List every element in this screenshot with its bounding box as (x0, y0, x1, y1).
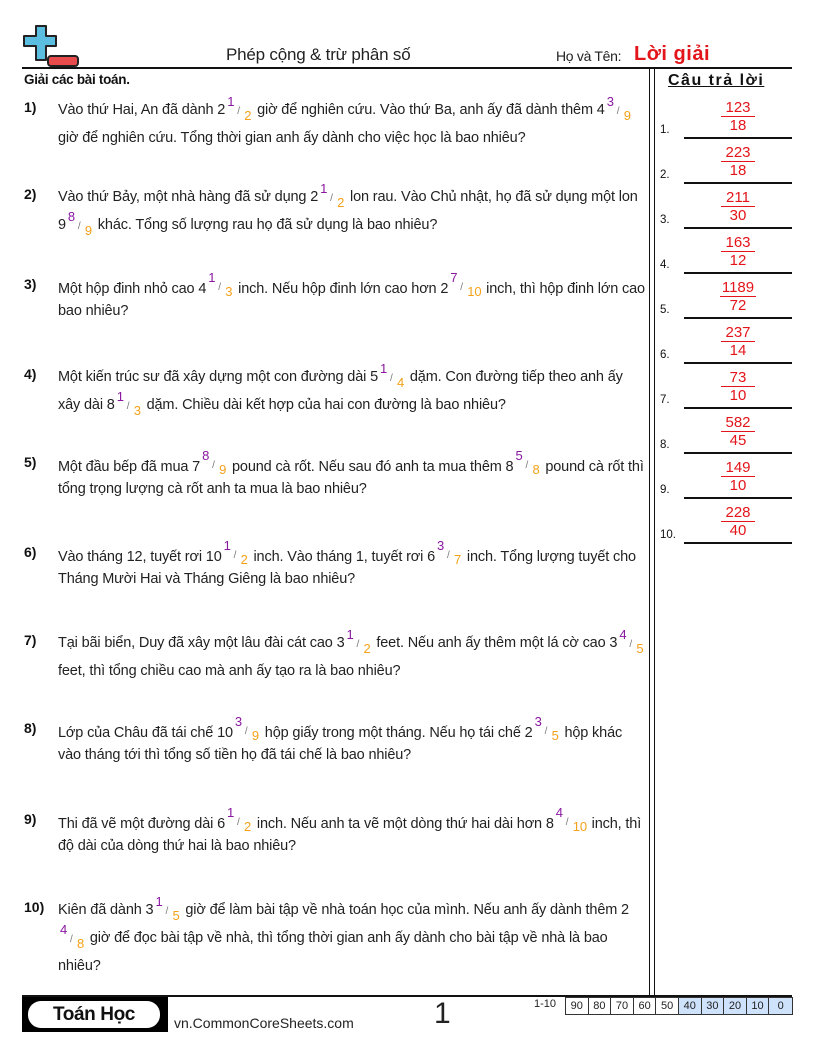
answer-8 (660, 414, 792, 459)
answer-denominator: 10 (729, 477, 747, 494)
fraction-slash: / (212, 460, 215, 471)
fraction (227, 805, 253, 834)
answer-line (684, 227, 792, 229)
answer-numerator: 223 (721, 144, 755, 162)
problem-number: 1) (24, 99, 37, 115)
fraction-denominator: 7 (454, 552, 462, 567)
column-divider (649, 69, 655, 996)
fraction (515, 448, 541, 477)
fraction-slash: / (616, 106, 620, 117)
fraction-slash: / (460, 282, 463, 293)
fraction-denominator: 10 (467, 284, 482, 299)
problem-text-segment: Vào thứ Hai, An đã dành 2 (58, 102, 226, 118)
fraction (202, 448, 228, 477)
fraction-denominator: 5 (636, 641, 644, 656)
answer-line (684, 317, 792, 319)
fraction-slash: / (629, 639, 632, 650)
answer-index: 2. (660, 169, 670, 181)
answer-2 (660, 144, 792, 189)
fraction-numerator: 1 (116, 389, 124, 404)
fraction-numerator: 4 (60, 922, 68, 937)
fraction-denominator: 10 (572, 819, 587, 834)
answer-fraction (696, 144, 780, 180)
fraction-slash: / (389, 373, 393, 384)
problem-number: 6) (24, 544, 37, 560)
answer-denominator: 40 (729, 522, 747, 539)
answer-numerator: 1189 (721, 279, 755, 296)
score-cell: 10 (747, 998, 770, 1014)
problem-text-segment: Lớp của Châu đã tái chế 10 (58, 725, 233, 741)
problem-text (58, 270, 646, 322)
score-cell: 40 (679, 998, 702, 1014)
answer-denominator: 10 (729, 387, 747, 404)
answer-numerator: 149 (721, 459, 755, 477)
fraction (67, 209, 94, 238)
answer-line (684, 182, 792, 184)
fraction (450, 270, 482, 299)
fraction-denominator: 9 (251, 728, 259, 743)
answer-index: 4. (660, 259, 670, 271)
fraction-denominator: 2 (244, 108, 252, 123)
fraction-numerator: 3 (534, 714, 542, 729)
score-cell: 0 (769, 998, 792, 1014)
problem-text-segment: Tại bãi biển, Duy đã xây một lâu đài cát cao 3 (58, 635, 345, 651)
fraction-denominator: 8 (77, 936, 85, 951)
fraction-slash: / (244, 726, 248, 737)
fraction-numerator: 1 (227, 94, 235, 109)
answer-denominator: 18 (729, 162, 747, 179)
fraction (227, 94, 253, 123)
problem-text-segment: giờ để nghiên cứu. Tổng thời gian anh ấy dành cho việc học là bao nhiêu? (58, 130, 526, 146)
fraction-slash: / (165, 906, 169, 917)
problem-text-segment: inch. Vào tháng 1, tuyết rơi 6 (249, 549, 436, 565)
score-cell: 70 (611, 998, 634, 1014)
fraction-denominator: 2 (240, 552, 248, 567)
problem-number: 8) (24, 720, 37, 736)
answer-line (684, 452, 792, 454)
problem-text-segment: Một hộp đinh nhỏ cao 4 (58, 281, 207, 297)
fraction-numerator: 8 (202, 448, 210, 463)
answer-index: 1. (660, 124, 670, 136)
header-divider (22, 67, 792, 69)
answer-4 (660, 234, 792, 279)
problem-text-segment: inch. Tổng lượng tuyết cho Tháng Mười Hai và Tháng Giêng là bao nhiêu? (58, 549, 636, 587)
problem-number: 4) (24, 366, 37, 382)
answer-line (684, 272, 792, 274)
fraction-numerator: 3 (234, 714, 242, 729)
answer-denominator: 18 (729, 117, 747, 134)
page-number: 1 (434, 997, 451, 1030)
problem-text-segment: inch. Nếu hộp đinh lớn cao hơn 2 (234, 281, 449, 297)
fraction (60, 922, 86, 951)
answer-line (684, 137, 792, 139)
problem-text (58, 896, 646, 980)
fraction (534, 714, 561, 743)
score-table (565, 997, 793, 1015)
fraction (116, 389, 143, 418)
fraction-slash: / (237, 817, 240, 828)
answer-6 (660, 324, 792, 369)
problem-number: 3) (24, 276, 37, 292)
problem-text (58, 805, 646, 857)
problem-text-segment: giờ để đọc bài tập về nhà, thì tổng thời gian anh ấy dành cho bài tập về nhà là bao nhiêu? (58, 930, 608, 974)
fraction-denominator: 5 (551, 728, 559, 743)
problem-text-segment: Một kiến trúc sư đã xây dựng một con đường dài 5 (58, 369, 378, 385)
fraction-denominator: 9 (84, 223, 93, 238)
fraction-slash: / (356, 639, 360, 650)
answer-line (684, 497, 792, 499)
fraction-denominator: 2 (363, 641, 371, 656)
name-label: Họ và Tên: (556, 48, 622, 64)
fraction-numerator: 1 (379, 361, 388, 376)
answer-fraction (696, 99, 780, 135)
problem-text-segment: khác. Tổng số lượng rau họ đã sử dụng là bao nhiêu? (93, 217, 438, 233)
fraction-denominator: 2 (337, 195, 345, 210)
fraction (379, 361, 406, 390)
fraction-numerator: 1 (208, 270, 216, 285)
fraction-numerator: 7 (450, 270, 458, 285)
answer-line (684, 542, 792, 544)
fraction (223, 538, 250, 567)
fraction-numerator: 1 (346, 627, 354, 642)
problem-text-segment: pound cà rốt. Nếu sau đó anh ta mua thêm 8 (228, 459, 514, 475)
fraction-slash: / (565, 817, 569, 828)
fraction-numerator: 4 (619, 627, 627, 642)
problem-text-segment: Thi đã vẽ một đường dài 6 (58, 816, 226, 832)
problem-text-segment: hộp giấy trong một tháng. Nếu họ tái chế 2 (260, 725, 533, 741)
worksheet-title: Phép cộng & trừ phân số (226, 45, 411, 64)
problem-text-segment: Kiên đã dành 3 (58, 902, 154, 918)
answer-7 (660, 369, 792, 414)
problem-number: 5) (24, 454, 37, 470)
fraction-denominator: 9 (623, 108, 631, 123)
answer-10 (660, 504, 792, 549)
problem-text-segment: dặm. Chiều dài kết hợp của hai con đường là bao nhiêu? (142, 397, 506, 413)
score-range-label: 1-10 (534, 998, 557, 1010)
answer-numerator: 582 (721, 414, 755, 432)
problem-number: 2) (24, 186, 37, 202)
fraction-slash: / (525, 460, 529, 471)
answer-fraction (696, 234, 780, 270)
answer-index: 5. (660, 304, 670, 316)
problem-text (58, 96, 646, 152)
problem-text (58, 183, 646, 239)
answer-index: 6. (660, 349, 670, 361)
problem-number: 7) (24, 632, 37, 648)
fraction-slash: / (544, 726, 548, 737)
score-cell: 20 (724, 998, 747, 1014)
fraction (555, 805, 588, 834)
fraction-slash: / (237, 106, 240, 117)
answer-numerator: 237 (721, 324, 755, 342)
fraction-numerator: 5 (515, 448, 523, 463)
answer-denominator: 14 (729, 342, 747, 359)
answer-denominator: 72 (729, 297, 747, 314)
answer-numerator: 73 (721, 369, 755, 387)
fraction-slash: / (447, 550, 450, 561)
fraction-numerator: 3 (437, 538, 445, 553)
answer-index: 3. (660, 214, 670, 226)
problem-text-segment: hộp khác vào tháng tới thì tổng số tiền họ đã tái chế là bao nhiêu? (58, 725, 623, 763)
answer-index: 10. (660, 529, 676, 541)
fraction-numerator: 1 (223, 538, 231, 553)
problem-text (58, 714, 646, 766)
answer-fraction (696, 459, 780, 495)
fraction (155, 894, 181, 923)
name-value: Lời giải (634, 43, 711, 65)
answer-5 (660, 279, 792, 324)
answer-3 (660, 189, 792, 234)
score-cell: 80 (589, 998, 612, 1014)
fraction (346, 627, 373, 656)
fraction-denominator: 8 (532, 462, 540, 477)
answer-denominator: 30 (729, 207, 747, 224)
answer-1 (660, 99, 792, 144)
problem-text-segment: Vào tháng 12, tuyết rơi 10 (58, 549, 222, 565)
answer-numerator: 228 (721, 504, 755, 522)
fraction-slash: / (233, 550, 237, 561)
answer-denominator: 45 (729, 432, 747, 449)
fraction-denominator: 5 (172, 908, 180, 923)
answer-line (684, 407, 792, 409)
answer-numerator: 163 (721, 234, 755, 252)
fraction (208, 270, 234, 299)
answer-fraction (696, 369, 780, 405)
problem-text-segment: lon rau. Vào Chủ nhật, họ đã sử dụng một lon 9 (58, 189, 638, 233)
problem-text-segment: feet. Nếu anh ấy thêm một lá cờ cao 3 (372, 635, 618, 651)
answer-9 (660, 459, 792, 504)
answers-title: Câu trả lời (668, 72, 765, 89)
fraction-numerator: 1 (320, 181, 328, 196)
problem-text (58, 629, 646, 685)
fraction-denominator: 4 (396, 375, 405, 390)
problem-text-segment: dặm. Con đường tiếp theo anh ấy xây dài 8 (58, 369, 623, 413)
fraction (437, 538, 463, 567)
answer-fraction (696, 189, 780, 225)
problem-text-segment: giờ để nghiên cứu. Vào thứ Ba, anh ấy đã dành thêm 4 (253, 102, 605, 118)
problem-text (58, 448, 646, 500)
fraction-slash: / (77, 221, 81, 232)
score-cell: 50 (656, 998, 679, 1014)
problem-number: 10) (24, 899, 45, 915)
answer-index: 7. (660, 394, 670, 406)
score-cell: 90 (566, 998, 589, 1014)
answer-numerator: 123 (721, 99, 755, 117)
answer-denominator: 12 (729, 252, 747, 269)
problem-text (58, 538, 646, 590)
problem-text-segment: inch, thì hộp đinh lớn cao bao nhiêu? (58, 281, 645, 319)
fraction-denominator: 9 (219, 462, 227, 477)
answer-index: 9. (660, 484, 670, 496)
problem-number: 9) (24, 811, 37, 827)
brand-label: Toán Học (28, 1001, 160, 1028)
plus-minus-logo-icon (22, 24, 80, 68)
answer-fraction (696, 279, 780, 315)
score-cell: 30 (702, 998, 725, 1014)
fraction-numerator: 1 (227, 805, 235, 820)
problem-text-segment: inch. Nếu anh ta vẽ một dòng thứ hai dài hơn 8 (253, 816, 554, 832)
problem-text-segment: feet, thì tổng chiều cao mà anh ấy tạo ra là bao nhiêu? (58, 663, 401, 679)
problem-text-segment: giờ để làm bài tập về nhà toán học của mình. Nếu anh ấy dành thêm 2 (181, 902, 629, 918)
fraction-slash: / (70, 934, 73, 945)
fraction (606, 94, 633, 123)
problem-text-segment: Một đầu bếp đã mua 7 (58, 459, 201, 475)
problem-text-segment: inch, thì độ dài của dòng thứ hai là bao nhiêu? (58, 816, 642, 854)
fraction-denominator: 3 (225, 284, 233, 299)
fraction (320, 181, 346, 210)
answer-fraction (696, 504, 780, 540)
answer-line (684, 362, 792, 364)
answer-index: 8. (660, 439, 670, 451)
fraction-denominator: 2 (244, 819, 252, 834)
fraction-numerator: 1 (155, 894, 163, 909)
fraction-numerator: 8 (67, 209, 76, 224)
fraction-numerator: 4 (555, 805, 563, 820)
fraction-numerator: 3 (606, 94, 614, 109)
site-url: vn.CommonCoreSheets.com (174, 1015, 354, 1031)
instructions: Giải các bài toán. (24, 72, 130, 87)
fraction-slash: / (218, 282, 221, 293)
score-cell: 60 (634, 998, 657, 1014)
problem-text-segment: Vào thứ Bảy, một nhà hàng đã sử dụng 2 (58, 189, 319, 205)
answer-fraction (696, 414, 780, 450)
answer-fraction (696, 324, 780, 360)
fraction (619, 627, 645, 656)
fraction-slash: / (126, 401, 130, 412)
fraction (234, 714, 261, 743)
answer-numerator: 211 (721, 189, 755, 207)
problem-text (58, 363, 646, 419)
problem-text-segment: pound cà rốt thì tổng trọng lượng cà rốt anh ta mua là bao nhiêu? (58, 459, 644, 497)
fraction-slash: / (330, 193, 333, 204)
fraction-denominator: 3 (133, 403, 141, 418)
